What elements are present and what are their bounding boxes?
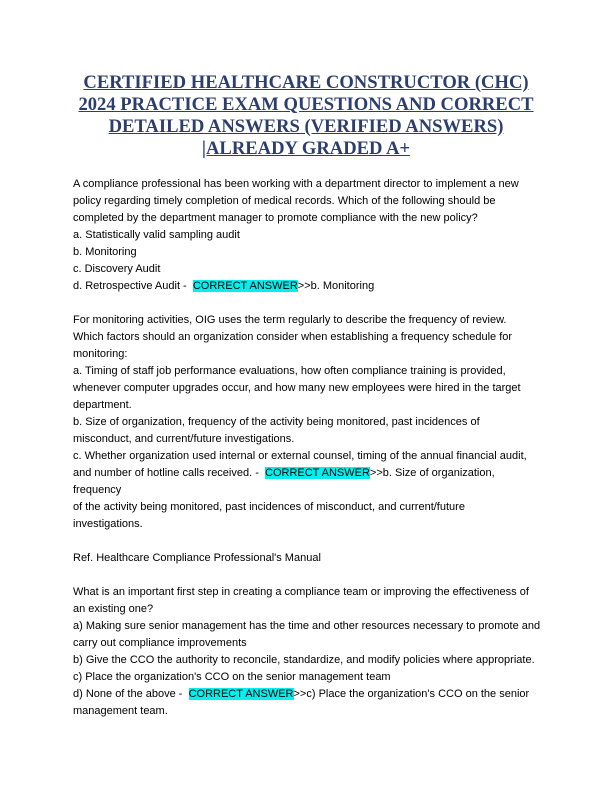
question-1-answer: >>b. Monitoring <box>297 280 375 292</box>
question-3-line: an existing one? <box>73 603 154 615</box>
document-body <box>73 176 545 720</box>
title-line-1: CERTIFIED HEALTHCARE CONSTRUCTOR (CHC) <box>83 72 529 93</box>
question-2-answer: >>b. Size of organization, frequency <box>73 467 495 496</box>
correct-answer-tag: CORRECT ANSWER <box>188 688 294 700</box>
question-2-answer-cont: of the activity being monitored, past incidences of misconduct, and current/future <box>73 501 465 513</box>
question-2-line: monitoring: <box>73 348 128 360</box>
question-3-answer-line <box>73 686 545 703</box>
correct-answer-tag: CORRECT ANSWER <box>265 467 370 479</box>
question-2-option: b. Size of organization, frequency of the activity being monitored, past incidences of <box>73 416 480 428</box>
question-1-option: a. Statistically valid sampling audit <box>73 229 240 241</box>
question-1-line: completed by the department manager to promote compliance with the new policy? <box>73 212 478 224</box>
document-title <box>60 72 552 160</box>
question-3-option-d: d) None of the above - <box>73 688 189 700</box>
question-2-option: misconduct, and current/future investigations. <box>73 433 295 445</box>
question-1-option-d: d. Retrospective Audit - <box>73 280 193 292</box>
question-3-option: b) Give the CCO the authority to reconcile, standardize, and modify policies where appropriate. <box>73 654 535 666</box>
question-2-option: department. <box>73 399 132 411</box>
question-1-line: A compliance professional has been working with a department director to implement a new <box>73 178 519 190</box>
title-line-4: |ALREADY GRADED A+ <box>201 138 411 159</box>
question-2-line: Which factors should an organization consider when establishing a frequency schedule for <box>73 331 513 343</box>
question-2-answer-cont: investigations. <box>73 518 143 530</box>
question-2 <box>73 312 545 533</box>
question-2-option: a. Timing of staff job performance evaluations, how often compliance training is provided, <box>73 365 506 377</box>
title-line-2: 2024 PRACTICE EXAM QUESTIONS AND CORRECT <box>78 94 534 115</box>
title-line-3: DETAILED ANSWERS (VERIFIED ANSWERS) <box>108 116 504 137</box>
question-2-option: whenever computer upgrades occur, and how many new employees were hired in the target <box>73 382 521 394</box>
question-1-answer-line <box>73 278 545 295</box>
question-3-option: c) Place the organization's CCO on the senior management team <box>73 671 391 683</box>
question-2-answer-line <box>73 465 545 499</box>
question-3-answer: >>c) Place the organization's CCO on the senior <box>293 688 530 700</box>
question-3-line: What is an important first step in creating a compliance team or improving the effectiveness of <box>73 586 529 598</box>
question-3-option: carry out compliance improvements <box>73 637 247 649</box>
question-1 <box>73 176 545 295</box>
question-1-line: policy regarding timely completion of medical records. Which of the following should be <box>73 195 496 207</box>
question-3 <box>73 584 545 720</box>
question-2-option-c-end: and number of hotline calls received. - <box>73 467 265 479</box>
reference-note: Ref. Healthcare Compliance Professional's Manual <box>73 552 321 564</box>
question-1-option: c. Discovery Audit <box>73 263 161 275</box>
question-2-option: c. Whether organization used internal or external counsel, timing of the annual financial audit, <box>73 450 527 462</box>
question-1-option: b. Monitoring <box>73 246 137 258</box>
question-3-answer-cont: management team. <box>73 705 168 717</box>
correct-answer-tag: CORRECT ANSWER <box>192 280 298 292</box>
question-3-option: a) Making sure senior management has the time and other resources necessary to promote and <box>73 620 541 632</box>
question-2-line: For monitoring activities, OIG uses the term regularly to describe the frequency of review. <box>73 314 507 326</box>
